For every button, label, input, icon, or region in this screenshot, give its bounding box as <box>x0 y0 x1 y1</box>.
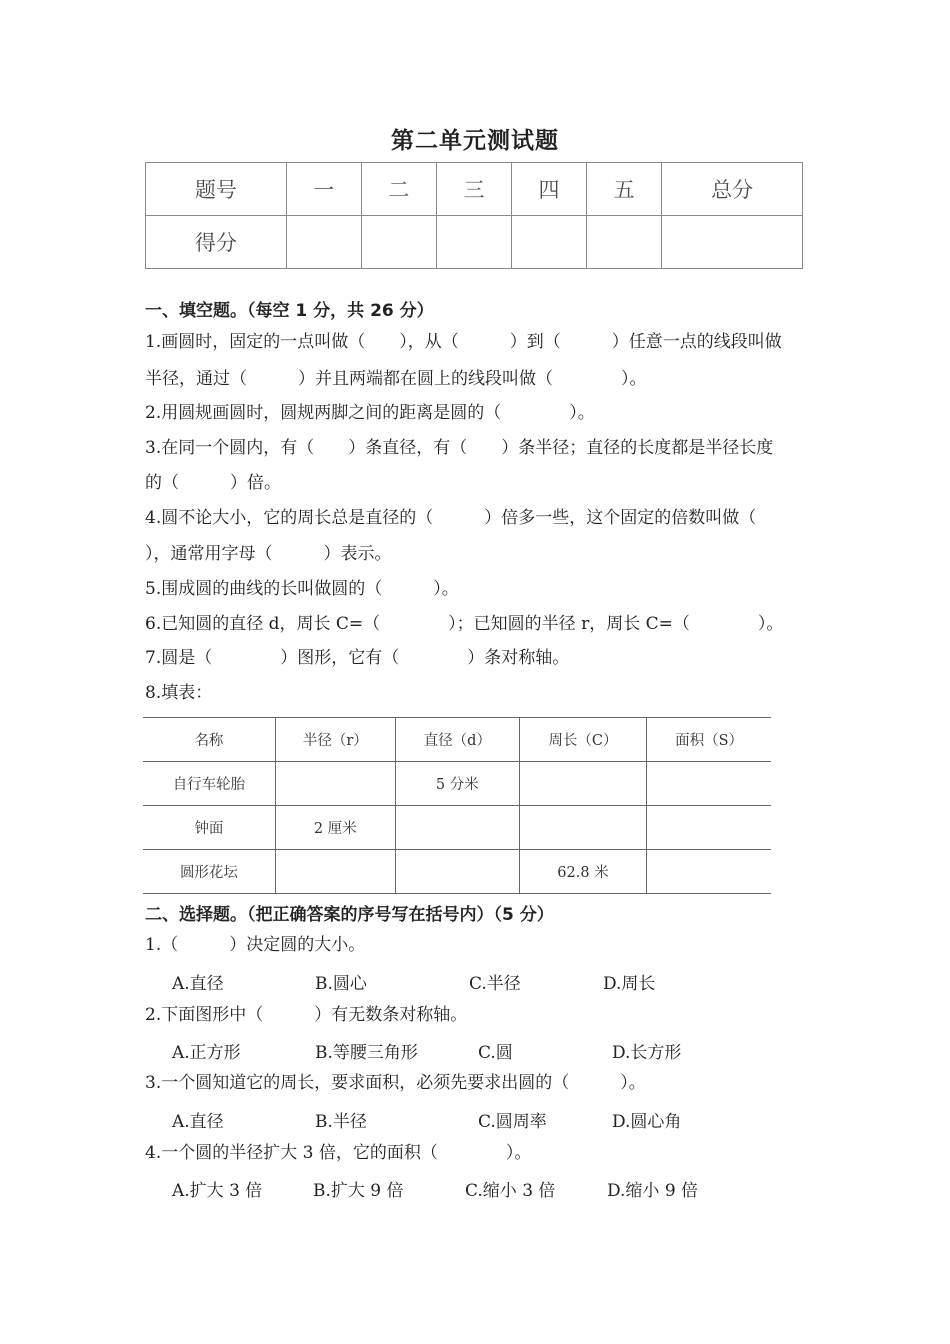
question-line: 6.已知圆的直径 d，周长 C=（ ）；已知圆的半径 r，周长 C=（ ）。 <box>145 614 784 634</box>
score-header-cell: 一 <box>286 163 361 216</box>
fill-cell: 2 厘米 <box>275 806 395 850</box>
choice-option: C.缩小 3 倍 <box>465 1181 556 1201</box>
fill-header-cell: 名称 <box>143 718 275 762</box>
fill-table-row <box>143 762 771 806</box>
fill-cell: 圆形花坛 <box>143 850 275 894</box>
question-line: 的（ ）倍。 <box>145 473 281 493</box>
fill-cell: 5 分米 <box>395 762 519 806</box>
score-header-cell: 四 <box>512 163 587 216</box>
choice-option: C.半径 <box>469 974 521 994</box>
choice-question: 2.下面图形中（ ）有无数条对称轴。 <box>145 1005 468 1025</box>
question-line: 7.圆是（ ）图形，它有（ ）条对称轴。 <box>145 648 570 668</box>
score-header-cell: 五 <box>587 163 662 216</box>
choice-option: A.直径 <box>172 974 224 994</box>
fill-table-row <box>143 850 771 894</box>
score-cell[interactable] <box>587 216 662 269</box>
score-header-cell: 总分 <box>662 163 803 216</box>
fill-cell[interactable] <box>395 806 519 850</box>
question-line: 半径，通过（ ）并且两端都在圆上的线段叫做（ ）。 <box>145 369 647 389</box>
choice-option: B.等腰三角形 <box>315 1043 418 1063</box>
choice-option: C.圆周率 <box>478 1112 547 1132</box>
fill-header-cell: 半径（r） <box>275 718 395 762</box>
choice-option: A.正方形 <box>172 1043 241 1063</box>
score-cell[interactable] <box>512 216 587 269</box>
fill-cell: 钟面 <box>143 806 275 850</box>
choice-option: A.直径 <box>172 1112 224 1132</box>
fill-cell[interactable] <box>647 762 771 806</box>
fill-in-table <box>143 717 771 894</box>
fill-cell[interactable] <box>647 806 771 850</box>
choice-option: D.长方形 <box>612 1043 682 1063</box>
question-line: 8.填表： <box>145 683 213 703</box>
fill-cell[interactable] <box>275 762 395 806</box>
question-line: 1.画圆时，固定的一点叫做（ ），从（ ）到（ ）任意一点的线段叫做 <box>145 332 782 352</box>
choice-option: D.缩小 9 倍 <box>607 1181 699 1201</box>
score-table-score-row <box>146 216 803 269</box>
fill-header-cell: 周长（C） <box>519 718 646 762</box>
choice-option: D.圆心角 <box>612 1112 682 1132</box>
score-row-label: 得分 <box>146 216 287 269</box>
choice-option: D.周长 <box>603 974 656 994</box>
score-table-header-row <box>146 163 803 216</box>
choice-option: C.圆 <box>478 1043 513 1063</box>
question-line: 3.在同一个圆内，有（ ）条直径，有（ ）条半径；直径的长度都是半径长度 <box>145 438 774 458</box>
choice-option: B.圆心 <box>315 974 367 994</box>
score-cell[interactable] <box>436 216 511 269</box>
fill-cell[interactable] <box>395 850 519 894</box>
page-title: 第二单元测试题 <box>391 128 559 154</box>
fill-cell: 62.8 米 <box>519 850 646 894</box>
fill-header-cell: 直径（d） <box>395 718 519 762</box>
score-header-cell: 题号 <box>146 163 287 216</box>
score-cell[interactable] <box>286 216 361 269</box>
fill-cell[interactable] <box>519 806 646 850</box>
question-line: 5.围成圆的曲线的长叫做圆的（ ）。 <box>145 579 459 599</box>
question-line: 2.用圆规画圆时，圆规两脚之间的距离是圆的（ ）。 <box>145 403 595 423</box>
section2-heading: 二、选择题。（把正确答案的序号写在括号内）（5 分） <box>145 905 554 925</box>
fill-cell[interactable] <box>647 850 771 894</box>
score-cell[interactable] <box>662 216 803 269</box>
choice-option: B.半径 <box>315 1112 367 1132</box>
fill-cell[interactable] <box>519 762 646 806</box>
choice-question: 1.（ ）决定圆的大小。 <box>145 935 366 955</box>
question-line: ），通常用字母（ ）表示。 <box>145 544 392 564</box>
score-table <box>145 162 803 269</box>
choice-question: 3.一个圆知道它的周长，要求面积，必须先要求出圆的（ ）。 <box>145 1073 646 1093</box>
score-header-cell: 二 <box>361 163 436 216</box>
question-line: 4.圆不论大小，它的周长总是直径的（ ）倍多一些，这个固定的倍数叫做（ <box>145 508 757 528</box>
fill-header-cell: 面积（S） <box>647 718 771 762</box>
fill-table-row <box>143 806 771 850</box>
score-header-cell: 三 <box>436 163 511 216</box>
fill-cell: 自行车轮胎 <box>143 762 275 806</box>
fill-table-header-row <box>143 718 771 762</box>
choice-option: A.扩大 3 倍 <box>172 1181 263 1201</box>
choice-question: 4.一个圆的半径扩大 3 倍，它的面积（ ）。 <box>145 1143 532 1163</box>
fill-cell[interactable] <box>275 850 395 894</box>
score-cell[interactable] <box>361 216 436 269</box>
section1-heading: 一、填空题。（每空 1 分，共 26 分） <box>145 301 434 321</box>
choice-option: B.扩大 9 倍 <box>313 1181 404 1201</box>
